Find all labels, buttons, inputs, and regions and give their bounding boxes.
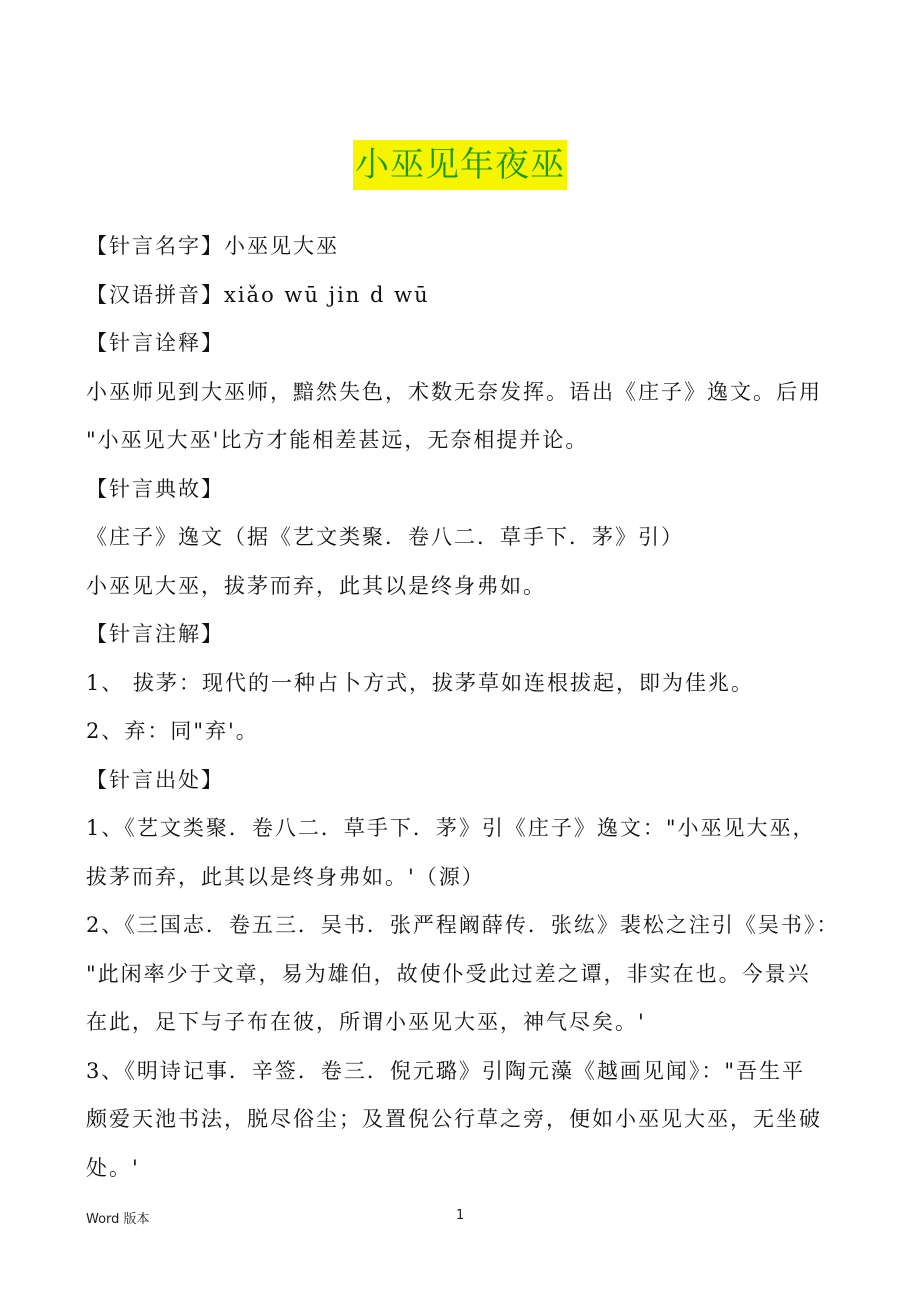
- text-line: "此闲率少于文章，易为雄伯，故使仆受此过差之谭，非实在也。今景兴: [86, 961, 811, 986]
- list-item: 2、《三国志．卷五三．吴书．张严程阚薛传．张纮》裴松之注引《吴书》：: [86, 913, 840, 937]
- text-line: 小巫师见到大巫师，黯然失色，术数无奈发挥。语出《庄子》逸文。后用: [86, 379, 822, 404]
- section-heading: 【针言注解】: [86, 622, 224, 646]
- page-number: 1: [456, 1208, 465, 1223]
- list-item: 1、 拔茅：现代的一种占卜方式，拔茅草如连根拔起，即为佳兆。: [86, 670, 755, 695]
- list-item: 2、弃：同"弃'。: [86, 719, 259, 743]
- text-line: "小巫见大巫'比方才能相差甚远，无奈相提并论。: [86, 428, 589, 452]
- document-body: [86, 222, 838, 1192]
- list-item: 3、《明诗记事．辛签．卷三．倪元璐》引陶元藻《越画见闻》："吾生平: [86, 1058, 806, 1083]
- title-container: [0, 140, 920, 190]
- text-line: 【汉语拼音】xiǎo wū jin d wū: [86, 282, 430, 307]
- text-line: 【针言名字】小巫见大巫: [86, 234, 339, 258]
- text-line: 拔茅而弃，此其以是终身弗如。'（源）: [86, 864, 485, 889]
- text-line: 小巫见大巫，拔茅而弃，此其以是终身弗如。: [86, 573, 546, 598]
- text-line: 在此，足下与子布在彼，所谓小巫见大巫，神气尽矣。': [86, 1010, 646, 1034]
- section-heading: 【针言诠释】: [86, 331, 224, 355]
- footer-label: Word 版本: [86, 1212, 150, 1227]
- text-line: 处。': [86, 1155, 140, 1180]
- section-heading: 【针言典故】: [86, 476, 224, 501]
- document-title: 小巫见年夜巫: [353, 140, 567, 190]
- section-heading: 【针言出处】: [86, 767, 224, 792]
- list-item: 1、《艺文类聚．卷八二．草手下．茅》引《庄子》逸文："小巫见大巫，: [86, 816, 816, 840]
- text-line: 《庄子》逸文（据《艺文类聚．卷八二．草手下．茅》引）: [86, 525, 684, 549]
- text-line: 颇爱天池书法，脱尽俗尘；及置倪公行草之旁，便如小巫见大巫，无坐破: [86, 1107, 822, 1131]
